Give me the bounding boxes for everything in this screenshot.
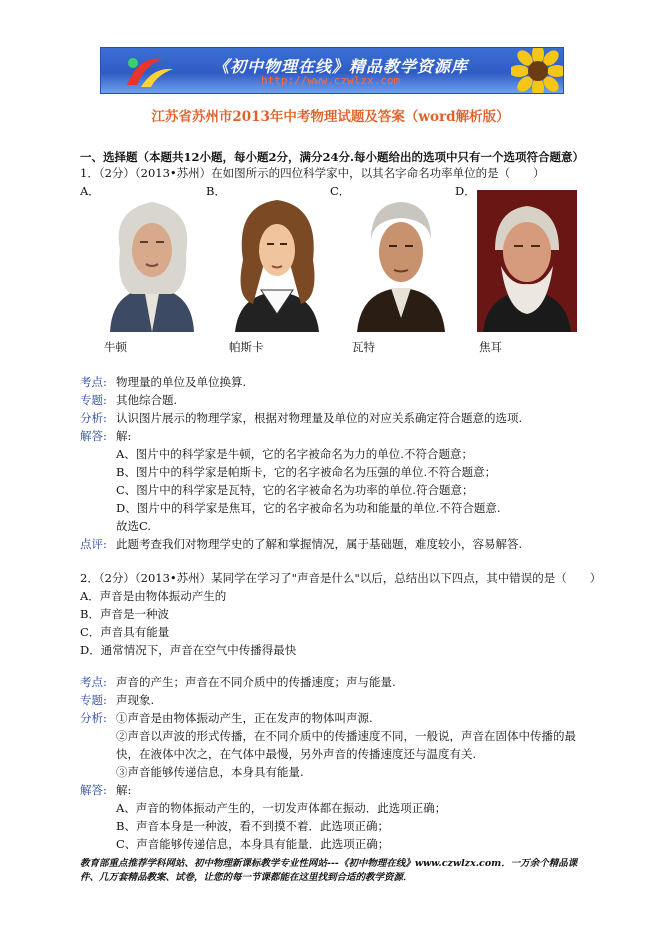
q1-option-b[interactable]: B． [206, 184, 226, 198]
q1-stem: 1．（2分）（2013•苏州）在如图所示的四位科学家中，以其名字命名功率单位的是（ ） [80, 166, 545, 180]
q1-answer-c: C、图片中的科学家是瓦特，它的名字被命名为功率的单位.符合题意； [116, 483, 474, 497]
section-heading: 一、选择题（本题共12小题，每小题2分，满分24分.每小题给出的选项中只有一个选项符合题意） [80, 150, 585, 164]
q1-zhuanti-label: 专题: [80, 393, 107, 407]
footer-line-1: 教育部重点推荐学科网站、初中物理新课标教学专业性网站---《初中物理在线》www.czwlzx.com．一万余个精品课 [80, 858, 578, 869]
q1-name-pascal: 帕斯卡 [229, 340, 264, 354]
q2-answer-c: C、声音能够传递信息，本身具有能量．此选项正确； [116, 837, 390, 851]
q2-option-b[interactable]: B．声音是一种波 [80, 607, 169, 621]
q1-name-joule: 焦耳 [479, 340, 502, 354]
q1-zhuanti: 其他综合题. [116, 393, 178, 407]
q1-jie: 解: [116, 429, 132, 443]
footer-line-2: 件、几万套精品教案、试卷，让您的每一节课都能在这里找到合适的教学资源． [80, 872, 413, 883]
q2-stem: 2．（2分）（2013•苏州）某同学在学习了"声音是什么"以后，总结出以下四点，其中错误的是（ ） [80, 571, 602, 585]
q2-kaodian: 声音的产生；声音在不同介质中的传播速度；声与能量. [116, 675, 396, 689]
q2-jie: 解: [116, 783, 132, 797]
q2-answer-b: B、声音本身是一种波，看不到摸不着．此选项正确； [116, 819, 389, 833]
q2-fenxi-2: ②声音以声波的形式传播，在不同介质中的传播速度不同，一般说，声音在固体中传播的最 [116, 729, 576, 743]
sunflower-icon [511, 47, 564, 94]
q1-option-d[interactable]: D． [455, 184, 476, 198]
q1-kaodian: 物理量的单位及单位换算. [116, 375, 247, 389]
q2-answer-a: A、声音的物体振动产生的，一切发声体都在振动．此选项正确； [116, 801, 447, 815]
q2-option-a[interactable]: A．声音是由物体振动产生的 [80, 589, 227, 603]
joule-portrait [477, 190, 577, 332]
q1-option-c[interactable]: C． [330, 184, 351, 198]
q1-fenxi-label: 分析: [80, 411, 107, 425]
q1-jieda-label: 解答: [80, 429, 107, 443]
page-title: 江苏省苏州市2013年中考物理试题及答案（word解析版） [151, 109, 510, 125]
q2-fenxi-3: 快，在液体中次之，在气体中最慢，另外声音的传播速度还与温度有关. [116, 747, 477, 761]
q1-answer-d: D、图片中的科学家是焦耳，它的名字被命名为功和能量的单位.不符合题意. [116, 501, 501, 515]
q1-answer-b: B、图片中的科学家是帕斯卡，它的名字被命名为压强的单位.不符合题意； [116, 465, 497, 479]
q1-dianping-label: 点评: [80, 537, 107, 551]
q2-fenxi-4: ③声音能够传递信息，本身具有能量. [116, 765, 304, 779]
q2-kaodian-label: 考点: [80, 675, 107, 689]
q1-kaodian-label: 考点: [80, 375, 107, 389]
pascal-portrait [227, 190, 327, 332]
q1-name-watt: 瓦特 [352, 340, 375, 354]
q2-option-c[interactable]: C．声音具有能量 [80, 625, 170, 639]
site-logo [119, 51, 179, 91]
q1-fenxi: 认识图片展示的物理学家，根据对物理量及单位的对应关系确定符合题意的选项. [116, 411, 523, 425]
watt-portrait [351, 190, 451, 332]
header-banner [100, 47, 564, 94]
q1-name-newton: 牛顿 [104, 340, 127, 354]
q2-zhuanti: 声现象. [116, 693, 155, 707]
banner-url[interactable]: http://www.czwlzx.com [261, 74, 401, 87]
q1-answer-a: A、图片中的科学家是牛顿，它的名字被命名为力的单位.不符合题意； [116, 447, 473, 461]
newton-portrait [102, 190, 202, 332]
q1-option-a[interactable]: A． [80, 184, 100, 198]
q2-fenxi-label: 分析: [80, 711, 107, 725]
banner-title: 《初中物理在线》精品教学资源库 [213, 57, 469, 76]
q1-answer-final: 故选C. [116, 519, 152, 533]
q2-jieda-label: 解答: [80, 783, 107, 797]
q2-option-d[interactable]: D．通常情况下，声音在空气中传播得最快 [80, 643, 297, 657]
q1-dianping: 此题考查我们对物理学史的了解和掌握情况，属于基础题，难度较小，容易解答. [116, 537, 523, 551]
q2-zhuanti-label: 专题: [80, 693, 107, 707]
q2-fenxi-1: ①声音是由物体振动产生，正在发声的物体叫声源. [116, 711, 373, 725]
